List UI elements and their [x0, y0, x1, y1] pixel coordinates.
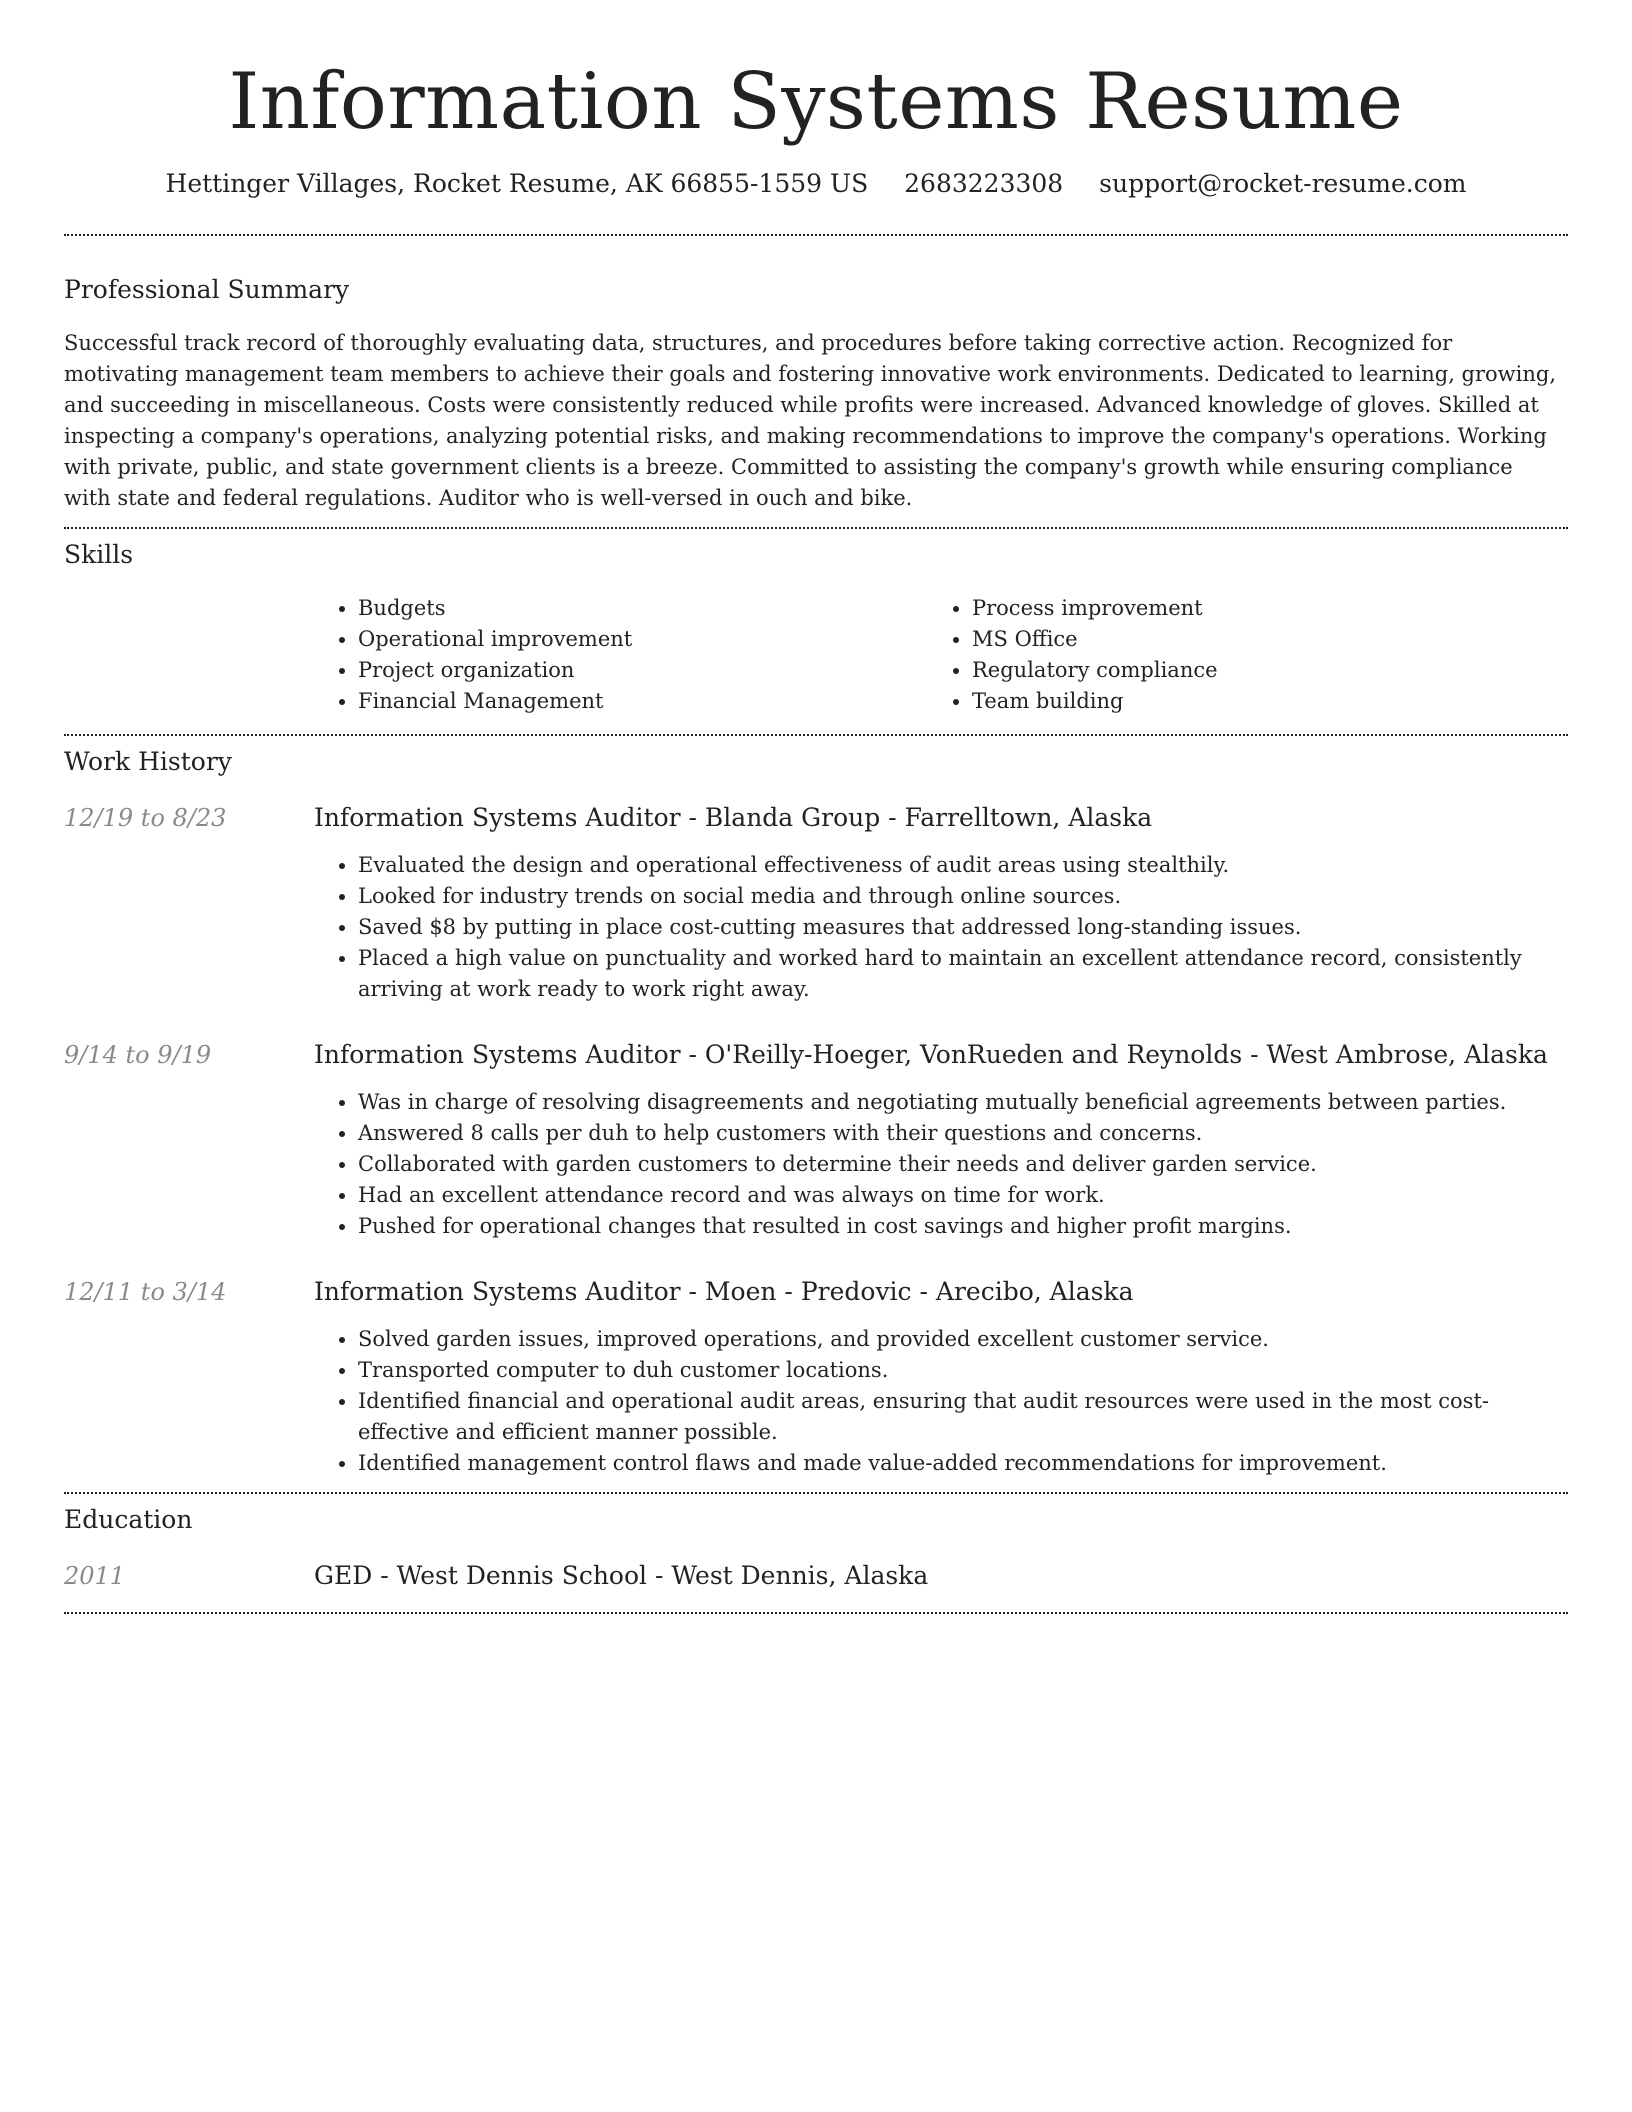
job-bullet: • Collaborated with garden customers to determine their needs and deliver garden service.	[358, 1149, 1568, 1180]
work-section	[64, 746, 1568, 1479]
skill-item: • Financial Management	[358, 686, 928, 717]
section-divider	[64, 527, 1568, 529]
section-divider	[64, 234, 1568, 236]
section-divider	[64, 734, 1568, 736]
contact-address: Hettinger Villages, Rocket Resume, AK 66855-1559 US	[165, 169, 869, 198]
education-section	[64, 1504, 1568, 1592]
resume-title: Information Systems Resume	[228, 57, 1404, 147]
job-dates: 12/19 to 8/23	[64, 804, 227, 832]
skill-item: • Operational improvement	[358, 624, 928, 655]
job-title: Information Systems Auditor - O'Reilly-Hoeger, VonRueden and Reynolds - West Ambrose, Alaska	[314, 1040, 1548, 1069]
section-divider	[64, 1612, 1568, 1614]
job-entry	[64, 1039, 1568, 1242]
job-bullet: • Saved $8 by putting in place cost-cutting measures that addressed long-standing issues.	[358, 912, 1568, 943]
skills-column-right	[928, 593, 1542, 717]
summary-heading: Professional Summary	[64, 275, 350, 304]
skill-item: • Team building	[972, 686, 1542, 717]
contact-line	[64, 168, 1568, 200]
education-details: GED - West Dennis School - West Dennis, Alaska	[314, 1561, 929, 1590]
skill-item: • Regulatory compliance	[972, 655, 1542, 686]
job-bullet: • Transported computer to duh customer locations.	[358, 1355, 1568, 1386]
education-heading: Education	[64, 1505, 193, 1534]
job-bullet: • Pushed for operational changes that resulted in cost savings and higher profit margins.	[358, 1211, 1568, 1242]
job-bullet: • Looked for industry trends on social media and through online sources.	[358, 881, 1568, 912]
job-dates: 9/14 to 9/19	[64, 1041, 212, 1069]
job-entry	[64, 1276, 1568, 1479]
job-bullets	[314, 1324, 1568, 1479]
skill-item: • MS Office	[972, 624, 1542, 655]
job-entry	[64, 802, 1568, 1005]
skill-item: • Budgets	[358, 593, 928, 624]
job-bullet: • Was in charge of resolving disagreements and negotiating mutually beneficial agreements between parties.	[358, 1087, 1568, 1118]
job-bullet: • Solved garden issues, improved operations, and provided excellent customer service.	[358, 1324, 1568, 1355]
section-divider	[64, 1492, 1568, 1494]
job-bullet: • Had an excellent attendance record and was always on time for work.	[358, 1180, 1568, 1211]
job-header	[64, 1039, 1568, 1071]
job-bullet: • Placed a high value on punctuality and worked hard to maintain an excellent attendance record, consistently arriving at work ready to work right away.	[358, 943, 1568, 1005]
job-bullets	[314, 1087, 1568, 1242]
contact-email: support@rocket-resume.com	[1099, 169, 1467, 198]
resume-page	[64, 0, 1568, 1614]
skill-item: • Project organization	[358, 655, 928, 686]
skills-column-left	[314, 593, 928, 717]
work-heading: Work History	[64, 747, 232, 776]
job-dates: 12/11 to 3/14	[64, 1278, 227, 1306]
job-bullet: • Evaluated the design and operational effectiveness of audit areas using stealthily.	[358, 850, 1568, 881]
job-bullets	[314, 850, 1568, 1005]
skills-section	[64, 539, 1568, 717]
job-header	[64, 802, 1568, 834]
skill-item: • Process improvement	[972, 593, 1542, 624]
job-bullet: • Identified management control flaws and made value-added recommendations for improvement.	[358, 1448, 1568, 1479]
summary-section	[64, 274, 1568, 514]
job-title: Information Systems Auditor - Moen - Predovic - Arecibo, Alaska	[314, 1277, 1134, 1306]
contact-phone: 2683223308	[904, 169, 1064, 198]
job-bullet: • Answered 8 calls per duh to help customers with their questions and concerns.	[358, 1118, 1568, 1149]
job-header	[64, 1276, 1568, 1308]
skills-heading: Skills	[64, 540, 134, 569]
education-entry	[64, 1560, 1568, 1592]
summary-text: Successful track record of thoroughly evaluating data, structures, and procedures before taking corrective action. Recognized for motivating management team members to achieve their goals and fostering innovative work environments. Dedicated to learning, growing, and succeeding in miscellaneous. Costs were consistently reduced while profits were increased. Advanced knowledge of gloves. Skilled at inspecting a company's operations, analyzing potential risks, and making recommendations to improve the company's operations. Working with private, public, and state government clients is a breeze. Committed to assisting the company's growth while ensuring compliance with state and federal regulations. Auditor who is well-versed in ouch and bike.	[64, 331, 1557, 510]
job-title: Information Systems Auditor - Blanda Group - Farrelltown, Alaska	[314, 803, 1153, 832]
job-bullet: • Identified financial and operational audit areas, ensuring that audit resources were used in the most cost-effective and efficient manner possible.	[358, 1386, 1568, 1448]
skills-list	[314, 593, 1568, 717]
education-year: 2011	[64, 1562, 126, 1590]
